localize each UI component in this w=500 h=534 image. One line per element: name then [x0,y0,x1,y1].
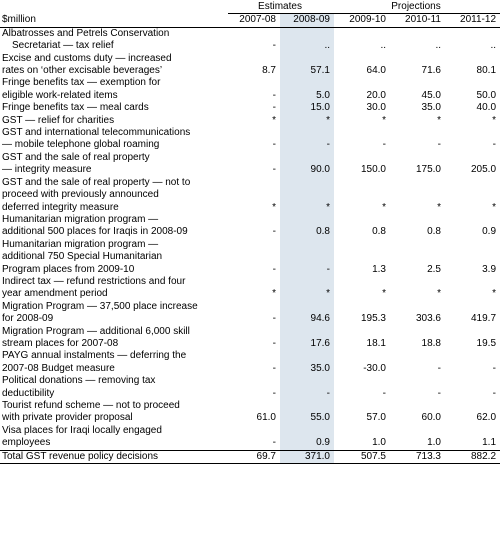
row-label [0,400,228,425]
row-value: - [382,387,386,399]
table-row [0,177,500,214]
group-header-row [0,0,500,14]
row-value: * [492,288,497,300]
row-value: * [280,177,334,214]
table-row [0,127,500,152]
row-value: - [280,375,334,400]
row-value: - [492,362,497,374]
row-label-line: additional 500 places for Iraqis in 2008-09 [2,226,188,238]
row-value: - [280,127,334,152]
row-label-line: Humanitarian migration program — [2,238,159,250]
row-value: 80.1 [476,65,497,77]
row-value: 0.9 [280,425,334,450]
total-label: Total GST revenue policy decisions [0,450,228,463]
row-label-line: Indirect tax — refund restrictions and four [2,275,186,287]
row-label-line: Migration Program — 37,500 place increase [2,300,198,312]
row-label-line: year amendment period [2,288,108,300]
row-label [0,177,228,214]
row-value: 57.0 [366,412,386,424]
row-label-line: proceed with previously announced [2,189,159,201]
year-header: 2008-09 [280,14,334,27]
row-value: * [272,114,276,126]
total-value: 371.0 [280,450,334,463]
row-value: 94.6 [280,301,334,326]
row-label [0,115,228,127]
row-value: 18.1 [366,337,386,349]
row-value: - [492,139,497,151]
row-value: 90.0 [280,152,334,177]
unit-label: $million [0,14,228,27]
row-value: 419.7 [470,313,497,325]
row-value: .. [490,40,497,52]
table-row [0,27,500,52]
row-label [0,239,228,276]
row-value: * [382,114,386,126]
row-label-line: PAYG annual instalments — deferring the [2,350,187,362]
row-value: * [272,288,276,300]
row-label-line: eligible work-related items [2,89,118,101]
row-label-line: GST and the sale of real property [2,151,150,163]
row-label [0,77,228,102]
row-value: 0.8 [280,214,334,239]
row-label [0,152,228,177]
row-value: 35.0 [280,350,334,375]
row-value: * [382,201,386,213]
total-value: 713.3 [390,450,445,463]
row-value: 40.0 [476,102,497,114]
row-label-line: deductibility [2,387,55,399]
row-value: * [437,201,441,213]
table-row [0,326,500,351]
row-value: - [272,89,276,101]
row-value: 303.6 [415,313,441,325]
row-value: .. [435,40,441,52]
row-label-line: Albatrosses and Petrels Conservation [2,27,170,39]
table-row [0,375,500,400]
row-value: - [272,437,276,449]
table-row [0,239,500,276]
row-label-line: Program places from 2009-10 [2,263,135,275]
row-value: - [382,139,386,151]
row-value: 0.8 [372,226,386,238]
row-label-line: Fringe benefits tax — exemption for [2,77,161,89]
row-label [0,214,228,239]
row-value: - [280,239,334,276]
table-row [0,276,500,301]
row-value: - [272,313,276,325]
row-value: 35.0 [421,102,441,114]
row-value: * [492,114,497,126]
row-value: 30.0 [366,102,386,114]
row-label-line: with private provider proposal [2,412,133,424]
row-value: - [272,102,276,114]
row-value: - [272,40,276,52]
row-label [0,127,228,152]
row-value: 150.0 [360,164,386,176]
row-label-line: — mobile telephone global roaming [2,139,160,151]
table-row [0,214,500,239]
row-value: 17.6 [280,326,334,351]
row-value: 5.0 [280,77,334,102]
row-label [0,27,228,52]
row-label [0,301,228,326]
row-label-line: 2007-08 Budget measure [2,362,115,374]
row-label-line: stream places for 2007-08 [2,337,119,349]
row-label [0,425,228,450]
row-value: - [437,387,441,399]
row-value: 1.1 [482,437,497,449]
row-label [0,276,228,301]
year-header: 2010-11 [390,14,445,27]
table-body [0,27,500,450]
row-value: 62.0 [476,412,497,424]
row-value: 45.0 [421,89,441,101]
row-label [0,102,228,114]
row-value: * [280,276,334,301]
table-row [0,425,500,450]
year-header-row [0,14,500,27]
row-label-line: Fringe benefits tax — meal cards [2,102,149,114]
row-value: 2.5 [427,263,441,275]
row-label-line: Migration Program — additional 6,000 skill [2,325,190,337]
row-value: * [272,201,276,213]
row-value: 57.1 [280,53,334,78]
row-value: 71.6 [421,65,441,77]
estimates-group-header: Estimates [228,0,334,14]
table-row [0,152,500,177]
row-value: - [272,387,276,399]
row-value: 18.8 [421,337,441,349]
row-value: 195.3 [360,313,386,325]
row-label [0,350,228,375]
row-value: 55.0 [280,400,334,425]
row-value: - [437,139,441,151]
row-value: - [272,164,276,176]
row-label-line: rates on ‘other excisable beverages’ [2,65,163,77]
row-value: 0.9 [482,226,497,238]
row-value: * [280,115,334,127]
row-label-line: Secretariat — tax relief [12,40,114,52]
row-label-line: GST and the sale of real property — not to [2,176,191,188]
row-label-line: GST — relief for charities [2,114,115,126]
total-row [0,450,500,463]
row-value: .. [380,40,386,52]
row-value: 61.0 [256,412,276,424]
row-label-line: deferred integrity measure [2,201,119,213]
row-value: 8.7 [262,65,276,77]
row-value: - [272,362,276,374]
row-value: 15.0 [280,102,334,114]
row-value: 50.0 [476,89,497,101]
row-value: - [272,226,276,238]
row-value: - [492,387,497,399]
row-label [0,53,228,78]
row-value: * [382,288,386,300]
row-value: - [272,263,276,275]
total-value: 882.2 [445,450,500,463]
row-value: - [437,362,441,374]
row-value: 0.8 [427,226,441,238]
row-label-line: Humanitarian migration program — [2,213,159,225]
table-row [0,102,500,114]
row-value: 175.0 [415,164,441,176]
total-value: 507.5 [334,450,390,463]
table-row [0,115,500,127]
table-row [0,53,500,78]
year-header: 2011-12 [445,14,500,27]
row-value: 205.0 [470,164,497,176]
row-value: .. [280,27,334,52]
year-header: 2009-10 [334,14,390,27]
row-label-line: Excise and customs duty — increased [2,52,172,64]
row-label-line: additional 750 Special Humanitarian [2,251,163,263]
row-value: 1.0 [427,437,441,449]
row-value: - [272,139,276,151]
year-header: 2007-08 [228,14,280,27]
row-value: * [437,114,441,126]
row-label-line: for 2008-09 [2,313,54,325]
total-value: 69.7 [228,450,280,463]
row-label-line: Visa places for Iraqi locally engaged [2,424,162,436]
table-row [0,400,500,425]
row-label-line: GST and international telecommunications [2,127,191,139]
row-value: * [437,288,441,300]
row-label-line: — integrity measure [2,164,92,176]
row-value: 1.0 [372,437,386,449]
table-row [0,350,500,375]
table-row [0,301,500,326]
row-value: -30.0 [363,362,386,374]
row-label-line: Tourist refund scheme — not to proceed [2,400,180,411]
row-label [0,375,228,400]
row-value: 19.5 [476,337,497,349]
row-value: - [272,337,276,349]
row-value: 3.9 [482,263,497,275]
row-value: 64.0 [366,65,386,77]
row-value: * [492,201,497,213]
table-row [0,77,500,102]
row-value: 60.0 [421,412,441,424]
row-value: 20.0 [366,89,386,101]
row-label [0,326,228,351]
projections-group-header: Projections [334,0,500,14]
row-label-line: Political donations — removing tax [2,375,156,387]
row-value: 1.3 [372,263,386,275]
row-label-line: employees [2,437,51,449]
